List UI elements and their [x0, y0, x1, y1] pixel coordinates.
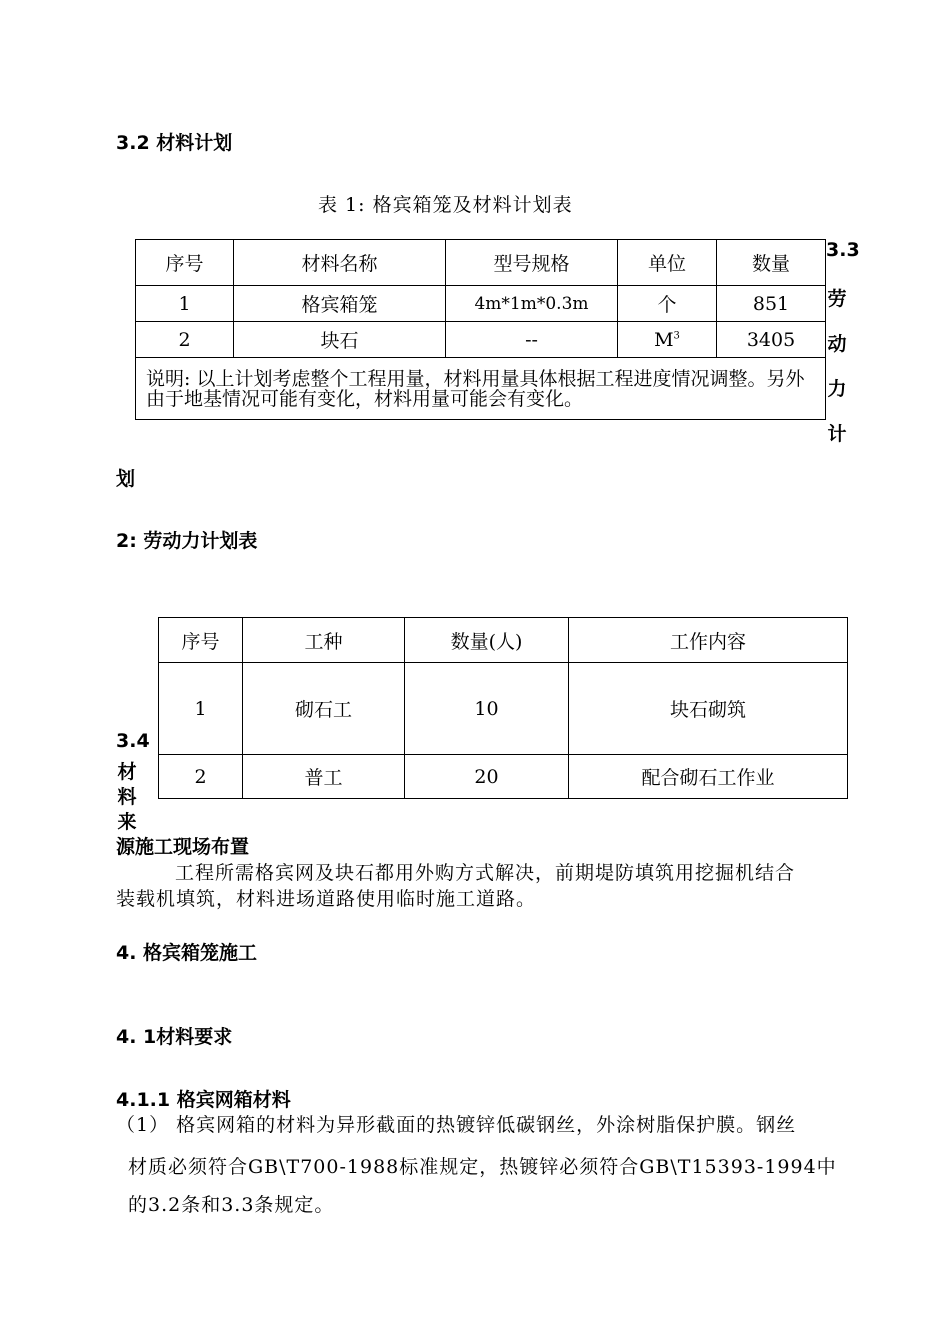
table-cell-unit — [618, 322, 717, 358]
table1-header: 型号规格 — [446, 240, 618, 286]
table1-note-row — [136, 358, 826, 420]
table-cell: 851 — [717, 286, 826, 322]
table-row — [159, 663, 848, 755]
table2-header: 序号 — [159, 618, 243, 663]
table-cell: 块石砌筑 — [569, 663, 848, 755]
table2-header: 数量(人) — [405, 618, 569, 663]
table1-header: 单位 — [618, 240, 717, 286]
section-3-3-tail: 划 — [116, 468, 136, 490]
table2-header-row — [159, 618, 848, 663]
section-3-4-tail: 源施工现场布置 — [116, 836, 250, 858]
section-4-1-heading: 4. 1材料要求 — [116, 1026, 233, 1048]
table-cell: 2 — [136, 322, 234, 358]
table-cell: 块石 — [234, 322, 446, 358]
table-cell: 10 — [405, 663, 569, 755]
section-3-3-char: 计 — [827, 423, 847, 445]
section-3-4-number: 3.4 — [116, 730, 150, 752]
table-cell: 4m*1m*0.3m — [446, 286, 618, 322]
table1-caption: 表 1: 格宾箱笼及材料计划表 — [318, 194, 573, 216]
unit-superscript: 3 — [673, 330, 680, 342]
table-cell: 普工 — [243, 755, 405, 799]
section-3-4-char: 料 — [117, 786, 137, 808]
table-row — [136, 322, 826, 358]
section-4-1-1-paragraph-line: 的3.2条和3.3条规定。 — [128, 1194, 335, 1216]
table-row — [159, 755, 848, 799]
section-3-4-paragraph-line: 装载机填筑，材料进场道路使用临时施工道路。 — [116, 888, 537, 910]
table-cell: 20 — [405, 755, 569, 799]
table-cell: 3405 — [717, 322, 826, 358]
section-3-3-char: 劳 — [827, 288, 847, 310]
table2-header: 工作内容 — [569, 618, 848, 663]
section-3-3-char: 力 — [827, 378, 847, 400]
section-3-2-heading: 3.2 材料计划 — [116, 132, 233, 154]
section-3-4-char: 材 — [117, 761, 137, 783]
table-cell: 个 — [618, 286, 717, 322]
table1-header: 数量 — [717, 240, 826, 286]
table1-note: 说明: 以上计划考虑整个工程用量，材料用量具体根据工程进度情况调整。另外由于地基情况可能有变化，材料用量可能会有变化。 — [136, 358, 826, 420]
section-4-1-1-heading: 4.1.1 格宾网箱材料 — [116, 1089, 291, 1111]
labor-plan-table — [158, 617, 848, 799]
table-cell: 1 — [136, 286, 234, 322]
section-4-heading: 4. 格宾箱笼施工 — [116, 942, 258, 964]
section-4-1-1-paragraph-line: 材质必须符合GB\T700-1988标准规定，热镀锌必须符合GB\T15393-1994中 — [128, 1156, 837, 1178]
section-3-3-char: 动 — [827, 333, 847, 355]
table2-header: 工种 — [243, 618, 405, 663]
section-4-1-1-paragraph-line: （1） 格宾网箱的材料为异形截面的热镀锌低碳钢丝，外涂树脂保护膜。钢丝 — [116, 1114, 797, 1136]
table2-caption: 2: 劳动力计划表 — [116, 530, 258, 552]
table-cell: 2 — [159, 755, 243, 799]
table-cell: 1 — [159, 663, 243, 755]
table-row — [136, 286, 826, 322]
table1-header-row — [136, 240, 826, 286]
material-plan-table — [135, 239, 826, 420]
section-3-4-paragraph-line: 工程所需格宾网及块石都用外购方式解决，前期堤防填筑用挖掘机结合 — [175, 862, 796, 884]
section-3-4-char: 来 — [117, 811, 137, 833]
unit-text: M — [654, 328, 674, 351]
table-cell: 砌石工 — [243, 663, 405, 755]
table-cell: 配合砌石工作业 — [569, 755, 848, 799]
table-cell: 格宾箱笼 — [234, 286, 446, 322]
section-3-3-number: 3.3 — [826, 239, 860, 261]
table1-header: 序号 — [136, 240, 234, 286]
table1-header: 材料名称 — [234, 240, 446, 286]
table-cell: -- — [446, 322, 618, 358]
